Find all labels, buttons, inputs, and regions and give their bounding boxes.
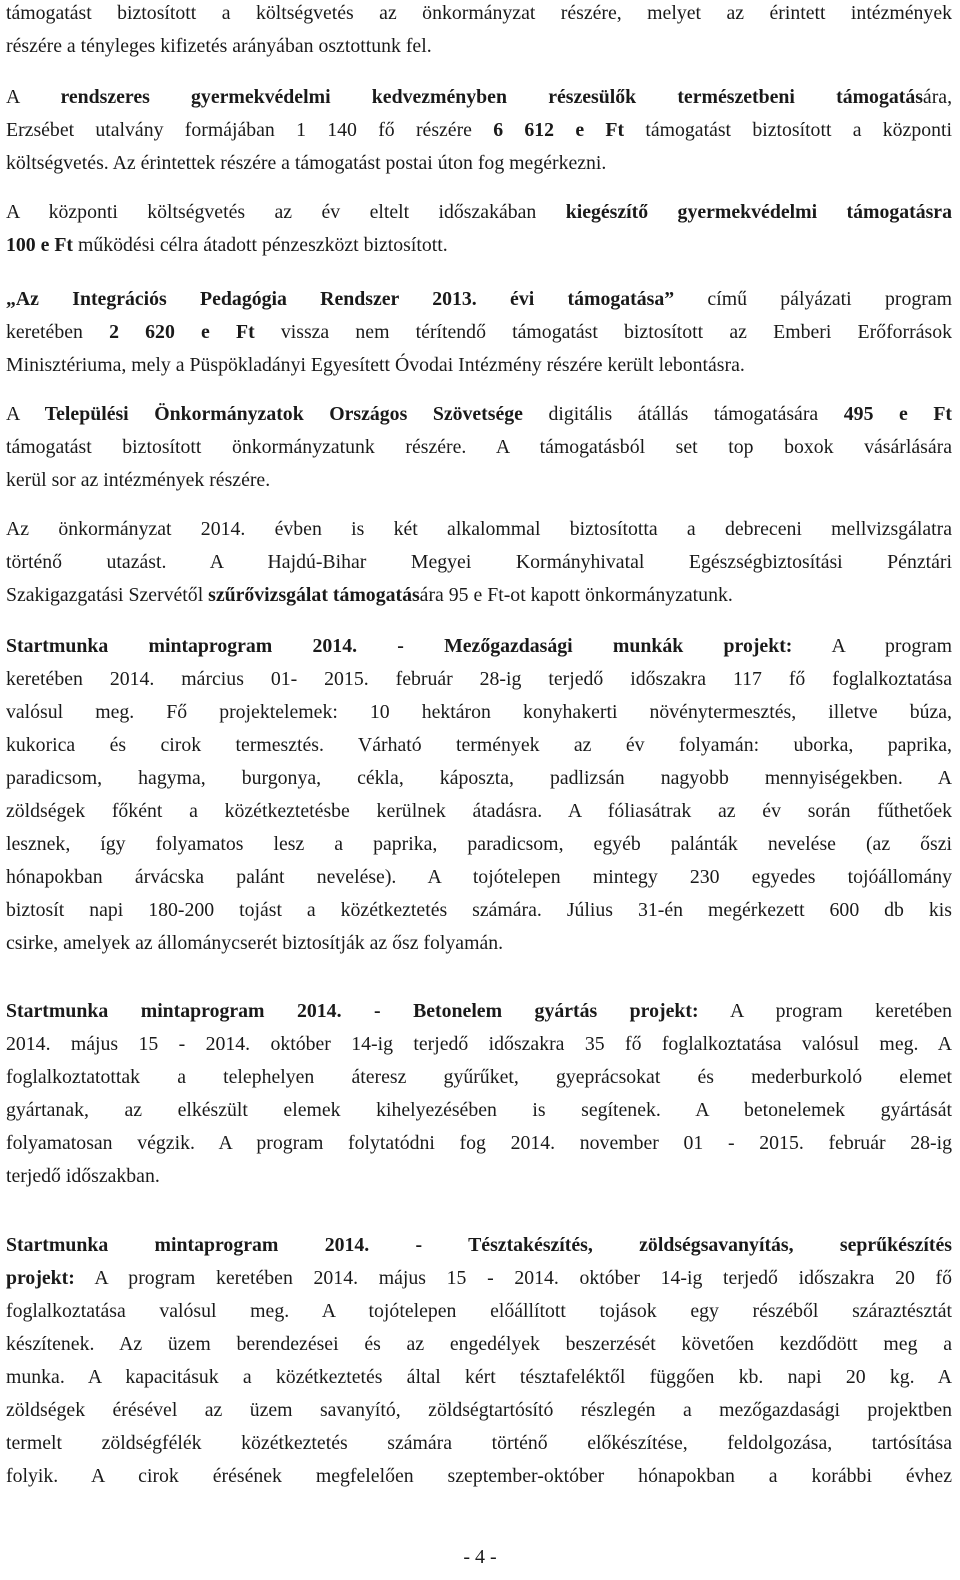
- text-line: [6, 1061, 952, 1094]
- text-line: [6, 579, 952, 612]
- body-text: folyamatosan végzik. A program folytatódni fog 2014. november 01 - 2015. február 28-ig: [6, 1132, 952, 1154]
- text-line: [6, 316, 952, 349]
- paragraph-erzsebet: [6, 81, 952, 180]
- body-text: A program keretében: [698, 1000, 953, 1022]
- bold-text: „Az Integrációs Pedagógia Rendszer 2013. évi támogatása”: [6, 288, 675, 310]
- text-line: [6, 464, 952, 497]
- body-text: vissza nem térítendő támogatást biztosított az Emberi Erőforrások: [254, 321, 952, 343]
- body-text: foglalkoztatottak a telephelyen áteresz gyűrűket, gyeprácsokat és mederburkoló elemet: [6, 1066, 952, 1088]
- body-text: készítenek. Az üzem berendezései és az engedélyek beszerzését követően kezdődött meg a: [6, 1333, 952, 1355]
- text-line: [6, 762, 952, 795]
- text-line: [6, 1460, 952, 1493]
- text-line: [6, 995, 952, 1028]
- paragraph-betonelem: [6, 995, 952, 1193]
- body-text: Szakigazgatási Szervétől: [6, 584, 209, 606]
- text-line: [6, 630, 952, 663]
- text-line: [6, 196, 952, 229]
- body-text: A: [6, 86, 61, 108]
- bold-text: szűrővizsgálat támogatás: [208, 584, 420, 606]
- text-line: [6, 30, 952, 63]
- text-line: [6, 398, 952, 431]
- body-text: termelt zöldségfélék közétkeztetés számára történő előkészítése, feldolgozása, tartósítása: [6, 1432, 952, 1454]
- body-text: A központi költségvetés az év eltelt időszakában: [6, 201, 566, 223]
- body-text: Minisztériuma, mely a Püspökladányi Egyesített Óvodai Intézmény részére került lebontásra.: [6, 354, 745, 376]
- bold-text: 6 612 e Ft: [493, 119, 625, 141]
- text-line: [6, 795, 952, 828]
- body-text: Az önkormányzat 2014. évben is két alkalommal biztosította a debreceni mellvizsgálatra: [6, 518, 952, 540]
- paragraph-intro-continued: [6, 0, 952, 63]
- paragraph-tesztakeszites: [6, 1229, 952, 1493]
- bold-text: 100 e Ft: [6, 234, 74, 256]
- bold-text: Települési Önkormányzatok Országos Szövetsége: [44, 403, 523, 425]
- body-text: ára 95 e Ft-ot kapott önkormányzatunk.: [419, 584, 733, 606]
- text-line: [6, 1328, 952, 1361]
- text-line: [6, 431, 952, 464]
- text-line: [6, 828, 952, 861]
- body-text: kukorica és cirok termesztés. Várható termények az év folyamán: uborka, paprika,: [6, 734, 952, 756]
- text-line: [6, 1127, 952, 1160]
- text-line: [6, 1361, 952, 1394]
- body-text: gyártanak, az elkészült elemek kihelyezésében is segítenek. A betonelemek gyártását: [6, 1099, 952, 1121]
- body-text: A: [6, 403, 45, 425]
- text-line: [6, 349, 952, 382]
- body-text: 2014. május 15 - 2014. október 14-ig terjedő időszakra 35 fő foglalkoztatása valósul meg. A: [6, 1033, 952, 1055]
- body-text: biztosít napi 180-200 tojást a közétkeztetés számára. Július 31-én megérkezett 600 db kis: [6, 899, 952, 921]
- bold-text: 495 e Ft: [843, 403, 953, 425]
- body-text: történő utazást. A Hajdú-Bihar Megyei Kormányhivatal Egészségbiztosítási Pénztári: [6, 551, 952, 573]
- body-text: terjedő időszakban.: [6, 1165, 160, 1187]
- text-line: [6, 861, 952, 894]
- body-text: költségvetés. Az érintettek részére a támogatást postai úton fog megérkezni.: [6, 152, 607, 174]
- bold-text: rendszeres gyermekvédelmi kedvezményben részesülők természetbeni támogatás: [60, 86, 923, 108]
- body-text: támogatást biztosított önkormányzatunk részére. A támogatásból set top boxok vásárlására: [6, 436, 952, 458]
- paragraph-telepulesi: [6, 398, 952, 497]
- text-line: [6, 229, 952, 262]
- body-text: foglalkoztatása valósul meg. A tojótelepen előállított tojások egy részéből száraztésztát: [6, 1300, 952, 1322]
- body-text: A program: [792, 635, 952, 657]
- text-line: [6, 1160, 952, 1193]
- body-text: keretében: [6, 321, 110, 343]
- text-line: [6, 1262, 952, 1295]
- body-text: keretében 2014. március 01- 2015. február 28-ig terjedő időszakra 117 fő foglalkoztatása: [6, 668, 952, 690]
- bold-text: Startmunka mintaprogram 2014. - Mezőgazdasági munkák projekt:: [6, 635, 793, 657]
- text-line: [6, 513, 952, 546]
- paragraph-mellvizsgalat: [6, 513, 952, 612]
- body-text: működési célra átadott pénzeszközt biztosított.: [73, 234, 448, 256]
- bold-text: 2 620 e Ft: [109, 321, 255, 343]
- body-text: Erzsébet utalvány formájában 1 140 fő részére: [6, 119, 494, 141]
- body-text: lesznek, így folyamatos lesz a paprika, paradicsom, egyéb palánták nevelése (az őszi: [6, 833, 952, 855]
- body-text: támogatást biztosított a központi: [624, 119, 952, 141]
- text-line: [6, 1094, 952, 1127]
- text-line: [6, 1229, 952, 1262]
- paragraph-mezogazdasagi: [6, 630, 952, 960]
- text-line: [6, 1295, 952, 1328]
- bold-text: Startmunka mintaprogram 2014. - Tésztakészítés, zöldségsavanyítás, seprűkészítés: [6, 1234, 952, 1256]
- body-text: paradicsom, hagyma, burgonya, cékla, káposzta, padlizsán nagyobb mennyiségekben. A: [6, 767, 952, 789]
- body-text: valósul meg. Fő projektelemek: 10 hektáron konyhakerti növénytermesztés, illetve búza,: [6, 701, 952, 723]
- text-line: [6, 546, 952, 579]
- body-text: zöldségek érésével az üzem savanyító, zöldségtartósító részlegén a mezőgazdasági projektben: [6, 1399, 952, 1421]
- text-line: [6, 1427, 952, 1460]
- text-line: [6, 729, 952, 762]
- body-text: hónapokban árvácska palánt nevelése). A tojótelepen mintegy 230 egyedes tojóállomány: [6, 866, 952, 888]
- bold-text: kiegészítő gyermekvédelmi támogatásra: [565, 201, 952, 223]
- page-number: - 4 -: [463, 1546, 497, 1568]
- text-line: [6, 1028, 952, 1061]
- body-text: zöldségek főként a közétkeztetésbe kerülnek átadásra. A fóliasátrak az év során fűthetőek: [6, 800, 952, 822]
- text-line: [6, 147, 952, 180]
- bold-text: Startmunka mintaprogram 2014. - Betonelem gyártás projekt:: [6, 1000, 699, 1022]
- body-text: csirke, amelyek az állománycserét biztosítják az ősz folyamán.: [6, 932, 504, 954]
- text-line: [6, 114, 952, 147]
- text-line: [6, 81, 952, 114]
- paragraph-kiegeszito: [6, 196, 952, 262]
- text-line: [6, 283, 952, 316]
- body-text: ára,: [922, 86, 953, 108]
- body-text: digitális átállás támogatására: [522, 403, 844, 425]
- text-line: [6, 1394, 952, 1427]
- body-text: folyik. A cirok érésének megfelelően szeptember-október hónapokban a korábbi évhez: [6, 1465, 952, 1487]
- body-text: A program keretében 2014. május 15 - 2014. október 14-ig terjedő időszakra 20 fő: [74, 1267, 952, 1289]
- text-line: [6, 696, 952, 729]
- body-text: című pályázati program: [674, 288, 952, 310]
- text-line: [6, 0, 952, 30]
- text-line: [6, 927, 952, 960]
- body-text: kerül sor az intézmények részére.: [6, 469, 271, 491]
- body-text: támogatást biztosított a költségvetés az önkormányzat részére, melyet az érintett intézmények: [6, 2, 952, 24]
- text-line: [6, 663, 952, 696]
- body-text: részére a tényleges kifizetés arányában osztottunk fel.: [6, 35, 432, 57]
- bold-text: projekt:: [6, 1267, 75, 1289]
- text-line: [6, 894, 952, 927]
- body-text: munka. A kapacitásuk a közétkeztetés által kért tésztafeléktől függően kb. napi 20 kg. A: [6, 1366, 952, 1388]
- paragraph-integracios: [6, 283, 952, 382]
